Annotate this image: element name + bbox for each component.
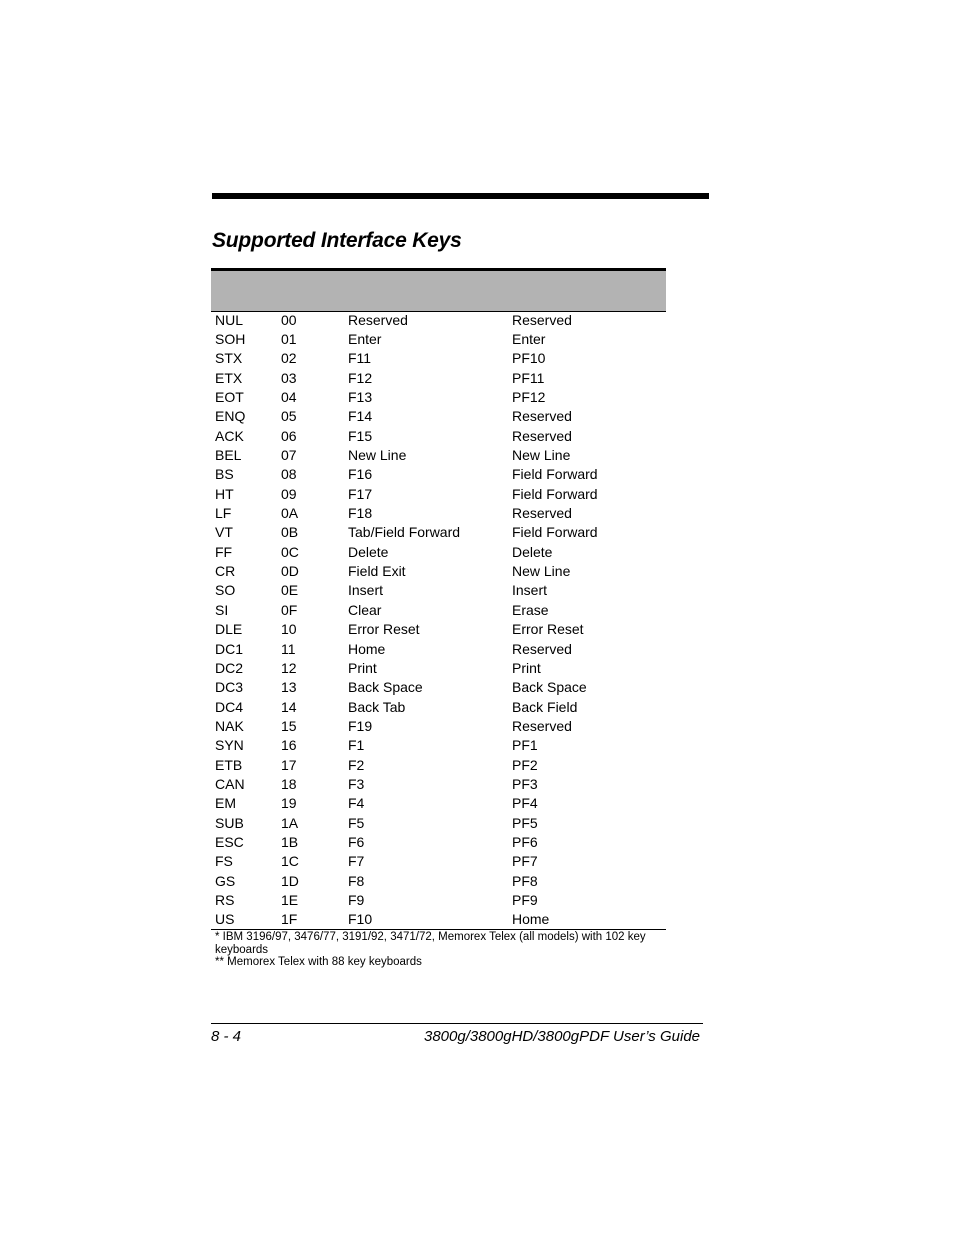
cell-key-102: Clear — [348, 601, 382, 618]
table-row — [211, 407, 666, 426]
table-row — [211, 503, 666, 522]
cell-hex-code: 19 — [281, 795, 297, 812]
table-row — [211, 561, 666, 580]
table-row — [211, 794, 666, 813]
cell-hex-code: 01 — [281, 331, 297, 348]
cell-key-102: New Line — [348, 447, 407, 464]
cell-ascii-char: VT — [215, 524, 233, 541]
table-row — [211, 910, 666, 929]
cell-hex-code: 02 — [281, 350, 297, 367]
cell-key-102: Back Tab — [348, 698, 406, 715]
table-row — [211, 542, 666, 561]
cell-key-88: Erase — [512, 601, 549, 618]
cell-key-102: F11 — [348, 350, 372, 367]
table-row — [211, 426, 666, 445]
table-row — [211, 774, 666, 793]
cell-key-88: Delete — [512, 543, 553, 560]
footnote-102-key: * IBM 3196/97, 3476/77, 3191/92, 3471/72, Memorex Telex (all models) with 102 key keyboards — [215, 931, 646, 956]
table-row — [211, 639, 666, 658]
cell-ascii-char: STX — [215, 350, 243, 367]
table-footnotes — [211, 929, 666, 969]
cell-key-88: PF8 — [512, 872, 538, 889]
cell-ascii-char: CR — [215, 563, 236, 580]
table-row — [211, 465, 666, 484]
cell-key-88: PF4 — [512, 795, 538, 812]
cell-key-88: PF1 — [512, 737, 538, 754]
interface-keys-table — [211, 310, 666, 929]
table-row — [211, 755, 666, 774]
cell-key-102: F10 — [348, 911, 373, 928]
guide-title: 3800g/3800gHD/3800gPDF User’s Guide — [423, 1028, 700, 1045]
table-row — [211, 678, 666, 697]
cell-key-88: PF11 — [512, 369, 545, 386]
cell-hex-code: 0F — [281, 601, 298, 618]
cell-ascii-char: DC1 — [215, 640, 244, 657]
cell-hex-code: 1F — [281, 911, 298, 928]
cell-hex-code: 06 — [281, 427, 297, 444]
table-row — [211, 832, 666, 851]
cell-key-102: F2 — [348, 756, 365, 773]
cell-ascii-char: LF — [215, 505, 232, 522]
cell-hex-code: 17 — [281, 756, 297, 773]
cell-hex-code: 18 — [281, 775, 297, 792]
cell-key-88: Field Forward — [512, 485, 598, 502]
cell-key-88: PF10 — [512, 350, 546, 367]
cell-key-102: Back Space — [348, 679, 423, 696]
cell-key-88: Reserved — [512, 640, 572, 657]
cell-key-88: Enter — [512, 331, 546, 348]
table-row — [211, 581, 666, 600]
cell-key-102: F3 — [348, 775, 365, 792]
table-row — [211, 329, 666, 348]
cell-key-88: PF12 — [512, 389, 546, 406]
cell-ascii-char: ACK — [215, 427, 244, 444]
cell-ascii-char: ETB — [215, 756, 243, 773]
cell-ascii-char: BS — [215, 466, 234, 483]
footnote-88-key: ** Memorex Telex with 88 key keyboards — [215, 956, 422, 968]
cell-key-102: F4 — [348, 795, 365, 812]
cell-key-88: Field Forward — [512, 466, 598, 483]
cell-key-88: PF7 — [512, 853, 538, 870]
cell-hex-code: 15 — [281, 717, 297, 734]
table-row — [211, 600, 666, 619]
cell-key-102: Reserved — [348, 311, 408, 328]
cell-key-102: F1 — [348, 737, 365, 754]
cell-key-102: F15 — [348, 427, 373, 444]
cell-key-88: Reserved — [512, 427, 572, 444]
top-rule — [212, 193, 709, 199]
table-row — [211, 310, 666, 329]
cell-key-88: Print — [512, 659, 541, 676]
cell-ascii-char: SUB — [215, 814, 244, 831]
cell-ascii-char: DC2 — [215, 659, 244, 676]
cell-key-102: F12 — [348, 369, 373, 386]
table-row — [211, 697, 666, 716]
cell-hex-code: 03 — [281, 369, 297, 386]
cell-key-88: PF6 — [512, 833, 538, 850]
cell-ascii-char: FF — [215, 543, 233, 560]
cell-key-102: F14 — [348, 408, 373, 425]
cell-key-102: Enter — [348, 331, 382, 348]
table-row — [211, 484, 666, 503]
footer-rule — [211, 1023, 703, 1024]
table-row — [211, 368, 666, 387]
cell-ascii-char: ETX — [215, 369, 243, 386]
cell-hex-code: 10 — [281, 621, 297, 638]
table-row — [211, 387, 666, 406]
cell-key-88: PF2 — [512, 756, 538, 773]
cell-ascii-char: NAK — [215, 717, 244, 734]
cell-hex-code: 14 — [281, 698, 297, 715]
cell-ascii-char: RS — [215, 891, 235, 908]
cell-key-102: F9 — [348, 891, 365, 908]
cell-key-88: Field Forward — [512, 524, 598, 541]
table-row — [211, 658, 666, 677]
cell-ascii-char: DC3 — [215, 679, 244, 696]
cell-key-102: F19 — [348, 717, 373, 734]
cell-key-88: Error Reset — [512, 621, 584, 638]
cell-hex-code: 09 — [281, 485, 297, 502]
cell-ascii-char: EOT — [215, 389, 244, 406]
cell-hex-code: 07 — [281, 447, 297, 464]
cell-key-88: New Line — [512, 447, 571, 464]
cell-key-88: PF9 — [512, 891, 538, 908]
table-row — [211, 871, 666, 890]
cell-hex-code: 1A — [281, 814, 299, 831]
cell-hex-code: 0B — [281, 524, 299, 541]
cell-hex-code: 08 — [281, 466, 297, 483]
cell-hex-code: 1B — [281, 833, 299, 850]
cell-ascii-char: ENQ — [215, 408, 246, 425]
cell-hex-code: 16 — [281, 737, 297, 754]
table-header-band — [211, 268, 666, 312]
cell-hex-code: 1C — [281, 853, 299, 870]
table-row — [211, 716, 666, 735]
cell-hex-code: 0D — [281, 563, 299, 580]
cell-key-88: New Line — [512, 563, 571, 580]
cell-key-102: Delete — [348, 543, 389, 560]
cell-ascii-char: SYN — [215, 737, 244, 754]
cell-key-102: F18 — [348, 505, 373, 522]
cell-key-102: F16 — [348, 466, 373, 483]
cell-hex-code: 0E — [281, 582, 299, 599]
cell-ascii-char: CAN — [215, 775, 245, 792]
cell-key-102: F13 — [348, 389, 373, 406]
cell-ascii-char: DC4 — [215, 698, 244, 715]
cell-ascii-char: BEL — [215, 447, 242, 464]
cell-ascii-char: US — [215, 911, 235, 928]
cell-key-102: Insert — [348, 582, 384, 599]
cell-ascii-char: GS — [215, 872, 236, 889]
cell-key-102: F7 — [348, 853, 365, 870]
table-row — [211, 890, 666, 909]
cell-ascii-char: HT — [215, 485, 234, 502]
table-row — [211, 523, 666, 542]
cell-key-102: F17 — [348, 485, 373, 502]
cell-hex-code: 1E — [281, 891, 299, 908]
cell-key-88: Reserved — [512, 505, 572, 522]
cell-hex-code: 0C — [281, 543, 299, 560]
cell-hex-code: 12 — [281, 659, 297, 676]
cell-key-102: Print — [348, 659, 377, 676]
cell-key-88: PF5 — [512, 814, 538, 831]
cell-hex-code: 11 — [281, 640, 296, 657]
cell-key-88: Back Field — [512, 698, 578, 715]
table-row — [211, 349, 666, 368]
cell-ascii-char: NUL — [215, 311, 244, 328]
cell-ascii-char: DLE — [215, 621, 243, 638]
table-row — [211, 736, 666, 755]
cell-ascii-char: SO — [215, 582, 236, 599]
cell-key-102: Field Exit — [348, 563, 406, 580]
table-row — [211, 445, 666, 464]
cell-hex-code: 00 — [281, 311, 297, 328]
cell-key-102: F8 — [348, 872, 365, 889]
cell-ascii-char: ESC — [215, 833, 244, 850]
cell-key-102: F6 — [348, 833, 365, 850]
cell-hex-code: 05 — [281, 408, 297, 425]
cell-key-102: Tab/Field Forward — [348, 524, 461, 541]
table-body — [211, 310, 666, 929]
cell-hex-code: 1D — [281, 872, 299, 889]
cell-ascii-char: SI — [215, 601, 229, 618]
cell-ascii-char: EM — [215, 795, 236, 812]
cell-key-102: Home — [348, 640, 386, 657]
cell-ascii-char: SOH — [215, 331, 246, 348]
cell-key-88: PF3 — [512, 775, 538, 792]
cell-key-88: Home — [512, 911, 550, 928]
table-row — [211, 813, 666, 832]
cell-key-88: Insert — [512, 582, 548, 599]
cell-ascii-char: FS — [215, 853, 233, 870]
table-row — [211, 852, 666, 871]
cell-key-88: Reserved — [512, 717, 572, 734]
section-title: Supported Interface Keys — [212, 229, 462, 252]
cell-key-88: Reserved — [512, 408, 572, 425]
page-number: 8 - 4 — [211, 1028, 242, 1045]
cell-hex-code: 04 — [281, 389, 297, 406]
table-row — [211, 620, 666, 639]
cell-key-102: Error Reset — [348, 621, 420, 638]
cell-hex-code: 13 — [281, 679, 297, 696]
cell-key-102: F5 — [348, 814, 365, 831]
cell-key-88: Back Space — [512, 679, 587, 696]
cell-key-88: Reserved — [512, 311, 572, 328]
cell-hex-code: 0A — [281, 505, 299, 522]
